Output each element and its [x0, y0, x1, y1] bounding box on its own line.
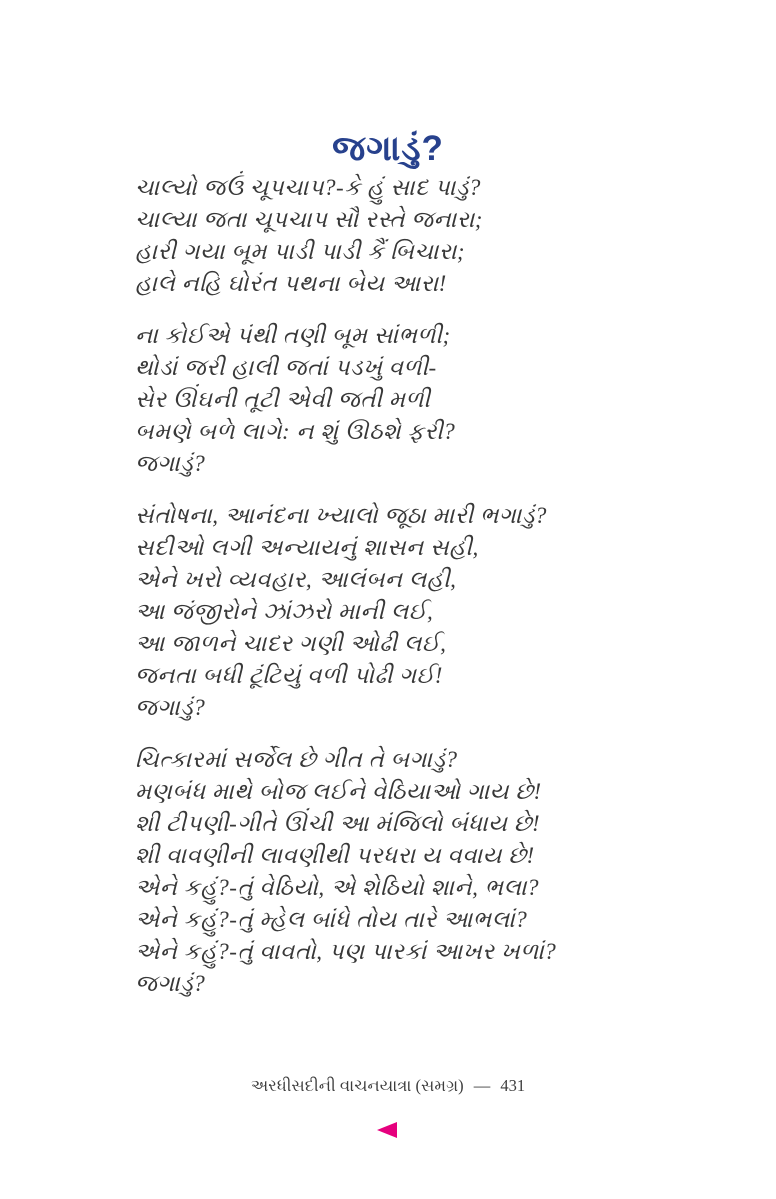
poem-line: સદીઓ લગી અન્યાયનું શાસન સહી,	[135, 535, 479, 560]
footer-book-title: અરધીસદીની વાચનયાત્રા (સમગ્ર)	[250, 1076, 464, 1095]
poem-line: આ જાળને ચાદર ગણી ઓઢી લઈ,	[135, 631, 447, 656]
poem-line: એને કહું?-તું વેઠિયો, એ શેઠિયો શાને, ભલા?	[135, 875, 539, 900]
poem	[135, 172, 716, 1020]
stanza	[135, 320, 716, 480]
page-title: જગાડું?	[332, 129, 444, 169]
stanza	[135, 172, 716, 300]
poem-line: જગાડું?	[135, 451, 206, 476]
previous-page-arrow-icon[interactable]	[377, 1122, 397, 1138]
poem-line: સંતોષના, આનંદના ખ્યાલો જૂઠા મારી ભગાડું?	[135, 503, 547, 528]
poem-line: શી ટીપણી-ગીતે ઊંચી આ મંજિલો બંધાય છે!	[135, 811, 541, 836]
poem-line: જગાડું?	[135, 971, 206, 996]
poem-line: ચિત્કારમાં સર્જેલ છે ગીત તે બગાડું?	[135, 747, 458, 772]
poem-line: ચાલ્યો જઉં ચૂપચાપ?-કે હું સાદ પાડું?	[135, 175, 481, 200]
poem-line: હાલે નહિ ઘોરંત પથના બેય આરા!	[135, 271, 447, 296]
poem-line: મણબંધ માથે બોજ લઈને વેઠિયાઓ ગાય છે!	[135, 779, 542, 804]
stanza	[135, 744, 716, 1000]
poem-line: એને ખરો વ્યવહાર, આલંબન લહી,	[135, 567, 457, 592]
footer-dash: —	[473, 1076, 491, 1095]
poem-line: થોડાં જરી હાલી જતાં પડખું વળી-	[135, 355, 437, 380]
footer-page-number: 431	[500, 1076, 526, 1095]
footer	[0, 1076, 776, 1096]
poem-line: એને કહું?-તું મ્હેલ બાંધે તોય તારે આભલાં?	[135, 907, 528, 932]
poem-line: ચાલ્યા જતા ચૂપચાપ સૌ રસ્તે જનારા;	[135, 207, 483, 232]
poem-line: જનતા બધી ટૂંટિયું વળી પોઢી ગઈ!	[135, 663, 443, 688]
poem-line: ના કોઈએ પંથી તણી બૂમ સાંભળી;	[135, 323, 451, 348]
poem-line: જગાડું?	[135, 695, 206, 720]
poem-line: એને કહું?-તું વાવતો, પણ પારકાં આખર ખળાં?	[135, 939, 557, 964]
poem-line: આ જંજીરોને ઝાંઝરો માની લઈ,	[135, 599, 434, 624]
poem-line: સેર ઊંઘની તૂટી એવી જતી મળી	[135, 387, 431, 412]
stanza	[135, 500, 716, 724]
poem-line: શી વાવણીની લાવણીથી પરધરા ય વવાય છે!	[135, 843, 535, 868]
poem-line: હારી ગયા બૂમ પાડી પાડી કૈં બિચારા;	[135, 239, 466, 264]
poem-line: બમણે બળે લાગે: ન શું ઊઠશે ફરી?	[135, 419, 456, 444]
